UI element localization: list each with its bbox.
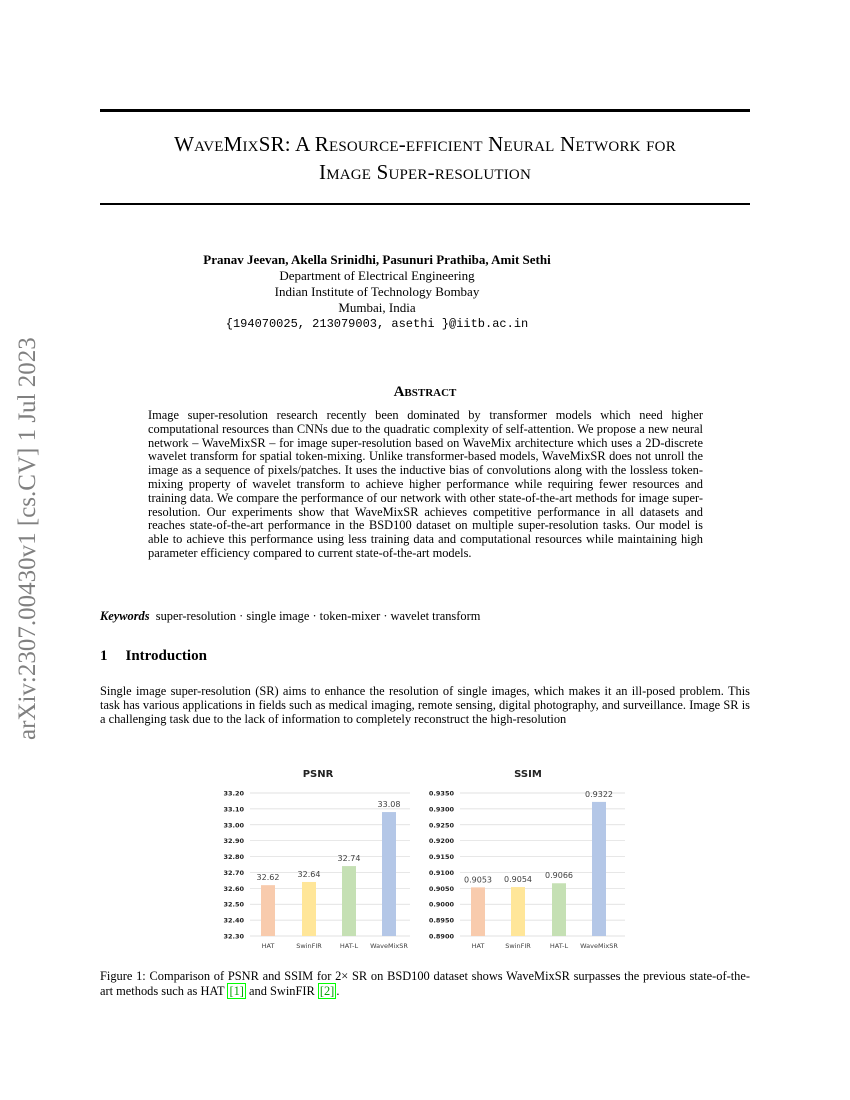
keywords: [100, 609, 480, 624]
section-number: 1: [100, 648, 108, 664]
y-tick-label: 32.50: [223, 900, 244, 909]
x-tick-label: SwinFIR: [296, 942, 322, 950]
data-label: 32.62: [256, 873, 280, 883]
y-tick-label: 32.60: [223, 884, 244, 893]
x-tick-label: HAT: [261, 942, 275, 950]
data-label: 32.74: [337, 854, 361, 864]
y-tick-label: 0.9000: [428, 900, 454, 909]
y-tick-label: 0.9100: [428, 868, 454, 877]
y-tick-label: 0.8900: [428, 932, 454, 941]
x-tick-label: HAT-L: [339, 942, 359, 950]
title-line-1: WaveMixSR: A Resource-efficient Neural Network for: [174, 132, 676, 156]
y-tick-label: 0.9250: [428, 821, 454, 830]
y-tick-label: 0.8950: [428, 916, 454, 925]
caption-text-end: .: [336, 984, 340, 998]
caption-text-mid: and SwinFIR: [245, 984, 318, 998]
title-line-2: Image Super-resolution: [319, 160, 531, 184]
author-names: Pranav Jeevan, Akella Srinidhi, Pasunuri Prathiba, Amit Sethi: [203, 252, 551, 267]
bar-wavemixsr: [382, 812, 396, 936]
x-tick-label: HAT-L: [549, 942, 569, 950]
psnr-chart: [215, 760, 415, 955]
figure-caption: [100, 969, 750, 999]
x-tick-label: WaveMixSR: [580, 942, 618, 950]
y-tick-label: 32.80: [223, 853, 244, 862]
caption-text: Figure 1: Comparison of PSNR and SSIM for 2× SR on BSD100 dataset shows WaveMixSR surpasses the previous state-of-the-art methods such as HAT: [100, 969, 750, 998]
y-tick-label: 0.9300: [428, 805, 454, 814]
author-emails: {194070025, 213079003, asethi }@iitb.ac.in: [225, 317, 529, 331]
section-heading: [100, 648, 225, 665]
y-tick-label: 0.9200: [428, 837, 454, 846]
y-tick-label: 32.70: [223, 868, 244, 877]
chart-title: PSNR: [302, 769, 334, 780]
y-tick-label: 33.20: [223, 789, 244, 798]
keywords-label: Keywords: [100, 609, 150, 623]
y-tick-label: 32.90: [223, 837, 244, 846]
paper-title: [100, 130, 750, 186]
x-tick-label: HAT: [471, 942, 485, 950]
y-tick-label: 32.30: [223, 932, 244, 941]
section-title: Introduction: [125, 648, 207, 664]
citation-link-1[interactable]: [1]: [229, 984, 244, 998]
data-label: 33.08: [377, 800, 401, 810]
ssim-chart: [420, 760, 635, 955]
data-label: 0.9054: [504, 875, 532, 885]
author-block: [150, 252, 604, 332]
title-rule-bottom: [100, 203, 750, 205]
bar-swinfir: [511, 887, 525, 936]
chart-title: SSIM: [514, 769, 542, 780]
y-tick-label: 32.40: [223, 916, 244, 925]
bar-swinfir: [302, 882, 316, 936]
intro-paragraph: Single image super-resolution (SR) aims to enhance the resolution of single images, which makes it an ill-posed problem. This task has various applications in fields such as medical imaging, remote sensing, digital photography, and surveillance. Image SR is a challenging task due to the lack of information to completely reconstruct the high-resolution: [100, 684, 750, 726]
data-label: 32.64: [297, 869, 321, 879]
author-institution: Indian Institute of Technology Bombay: [274, 284, 480, 299]
bar-hat-l: [552, 883, 566, 936]
data-label: 0.9066: [545, 871, 573, 881]
title-rule-top: [100, 109, 750, 112]
keywords-text: super-resolution · single image · token-mixer · wavelet transform: [155, 609, 481, 623]
y-tick-label: 33.10: [223, 805, 244, 814]
arxiv-identifier: arXiv:2307.00430v1 [cs.CV] 1 Jul 2023: [14, 337, 41, 740]
y-tick-label: 0.9150: [428, 853, 454, 862]
y-tick-label: 0.9350: [428, 789, 454, 798]
bar-hat: [471, 887, 485, 936]
y-tick-label: 33.00: [223, 821, 244, 830]
citation-link-2[interactable]: [2]: [319, 984, 335, 998]
data-label: 0.9053: [464, 875, 492, 885]
author-city: Mumbai, India: [338, 300, 416, 315]
abstract-text: Image super-resolution research recently been dominated by transformer models which need higher computational resources than CNNs due to the quadratic complexity of self-attention. We propose a new neural network – WaveMixSR – for image super-resolution based on WaveMix architecture which uses a 2D-discrete wavelet transform for spatial token-mixing. Unlike transformer-based models, WaveMixSR does not unroll the image as a sequence of pixels/patches. It uses the inductive bias of convolutions along with the lossless token-mixing property of wavelet transform to achieve higher performance while requiring fewer resources and training data. We compare the performance of our network with other state-of-the-art methods for image super-resolution. Our experiments show that WaveMixSR achieves competitive performance in all datasets and reaches state-of-the-art performance in the BSD100 dataset on multiple super-resolution tasks. Our model is able to achieve this performance using less training data and computational resources while maintaining high parameter efficiency compared to current state-of-the-art models.: [148, 408, 703, 560]
y-tick-label: 0.9050: [428, 884, 454, 893]
bar-hat-l: [342, 866, 356, 936]
x-tick-label: SwinFIR: [505, 942, 531, 950]
bar-hat: [261, 885, 275, 936]
data-label: 0.9322: [585, 789, 613, 799]
bar-wavemixsr: [592, 802, 606, 936]
x-tick-label: WaveMixSR: [370, 942, 408, 950]
abstract-heading: Abstract: [393, 384, 457, 400]
author-department: Department of Electrical Engineering: [279, 268, 475, 283]
